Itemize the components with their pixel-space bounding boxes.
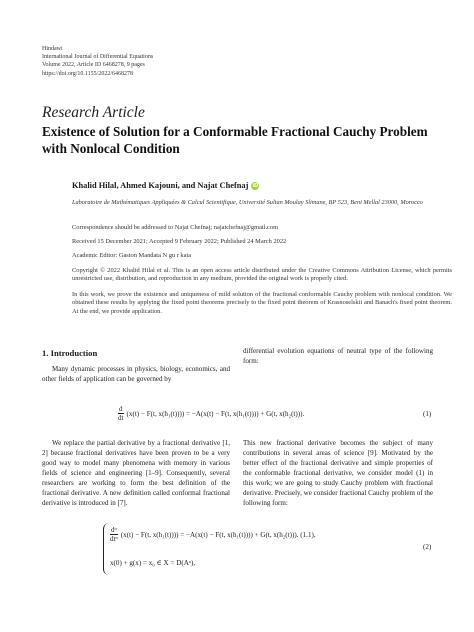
paragraph: We replace the partial derivative by a fractional derivative [1, 2] because fractional derivatives have been proven to be a very good way to model many phenomena with memory in various fields of science and engineering [1–9]. Consequently, several researchers are working to form the best definition of the fractional derivative. A new definition called conformal fractional derivative is introduced in [7]. (42, 439, 230, 507)
journal-header (42, 45, 153, 78)
publisher-name: Hindawi (42, 46, 63, 52)
volume-info: Volume 2022, Article ID 6468278, 9 pages (42, 62, 145, 69)
abstract: In this work, we prove the existence and uniqueness of mild solution of the fractional conformable Cauchy problem with nonlocal condition. We obtained these results by applying the fixed point theorems precisely to the fixed point theorem of Krasnoselskii and Banach's fixed point theorem. At the end, we provide application. (72, 291, 452, 315)
equation-1 (118, 405, 304, 422)
fraction-denominator: dt (118, 414, 124, 422)
correspondence: Correspondence should be addressed to Najat Chefnaj; najatchefnaj@gmail.com (72, 224, 279, 231)
copyright: Copyright © 2022 Khalid Hilal et al. This is an open access article distributed under the Creative Commons Attribution License, which permits unrestricted use, distribution, and reproduction in any medium, provided the original work is properly cited. (72, 267, 452, 283)
paragraph: This new fractional derivative becomes the subject of many contributions in several areas of science [9]. Motivated by the better effect of the fractional derivative and simple properties of the conformable fractional derivative, we consider model (1) in this work; we are going to study Cauchy problem with fractional derivative. Precisely, we consider fractional Cauchy problem of the following form: (243, 439, 433, 507)
affiliation: Laboratoire de Mathématiques Appliquées & Calcul Scientifique, Université Sultan Moulay Slimane, BP 523, Beni Mellal 23000, Morocco (72, 199, 423, 206)
right-column-p1 (243, 346, 433, 366)
fraction-numerator: dᵅ (111, 526, 117, 534)
authors: Khalid Hilal, Ahmed Kajouni, and Najat Chefnaj (72, 181, 249, 190)
derivative-fraction (110, 526, 118, 543)
equation-body: x(0) + g(x) = x₀ ∈ X = D(Aᵅ), (110, 559, 196, 567)
equation-body: (x(t) − F(t, x(h₁(t)))) = −A(x(t) − F(t, x(h₁(t)))) + G(t, x(h₂(t))). (126, 409, 305, 418)
paragraph: differential evolution equations of neutral type of the following form: (243, 347, 433, 365)
brace-symbol (103, 523, 110, 575)
equation-2-line2 (110, 558, 195, 567)
academic-editor: Academic Editor: Gaston Mandata N gu r kata (72, 252, 192, 259)
equation-number: (2) (423, 543, 432, 551)
fraction-numerator: d (119, 405, 123, 413)
derivative-fraction (118, 405, 124, 422)
fraction-denominator: dtᵅ (110, 535, 118, 543)
dates: Received 15 December 2021; Accepted 9 February 2022; Published 24 March 2022 (72, 238, 287, 245)
orcid-icon[interactable]: iD (252, 182, 259, 189)
paragraph: Many dynamic processes in physics, biology, economics, and other fields of application can be governed by (42, 365, 230, 383)
left-column-p1 (42, 364, 230, 384)
doi-link[interactable]: https://doi.org/10.1155/2022/6468278 (42, 70, 134, 77)
author-line (72, 181, 259, 190)
paper-title: Existence of Solution for a Conformable Fractional Cauchy Problem with Nonlocal Condition (42, 124, 428, 156)
equation-body: (x(t) − F(t, x(h₁(t)))) = −A(x(t) − F(t, x(h₁(t)))) + G(t, x(h₂(t))). (1.1), (120, 530, 316, 539)
journal-name: International Journal of Differential Equations (42, 54, 154, 61)
equation-number: (1) (423, 410, 432, 418)
right-column-p2 (243, 438, 433, 508)
equation-2-line1 (110, 526, 316, 543)
left-column-p2 (42, 438, 230, 508)
section-heading: 1. Introduction (42, 348, 98, 358)
article-type: Research Article (42, 104, 145, 121)
